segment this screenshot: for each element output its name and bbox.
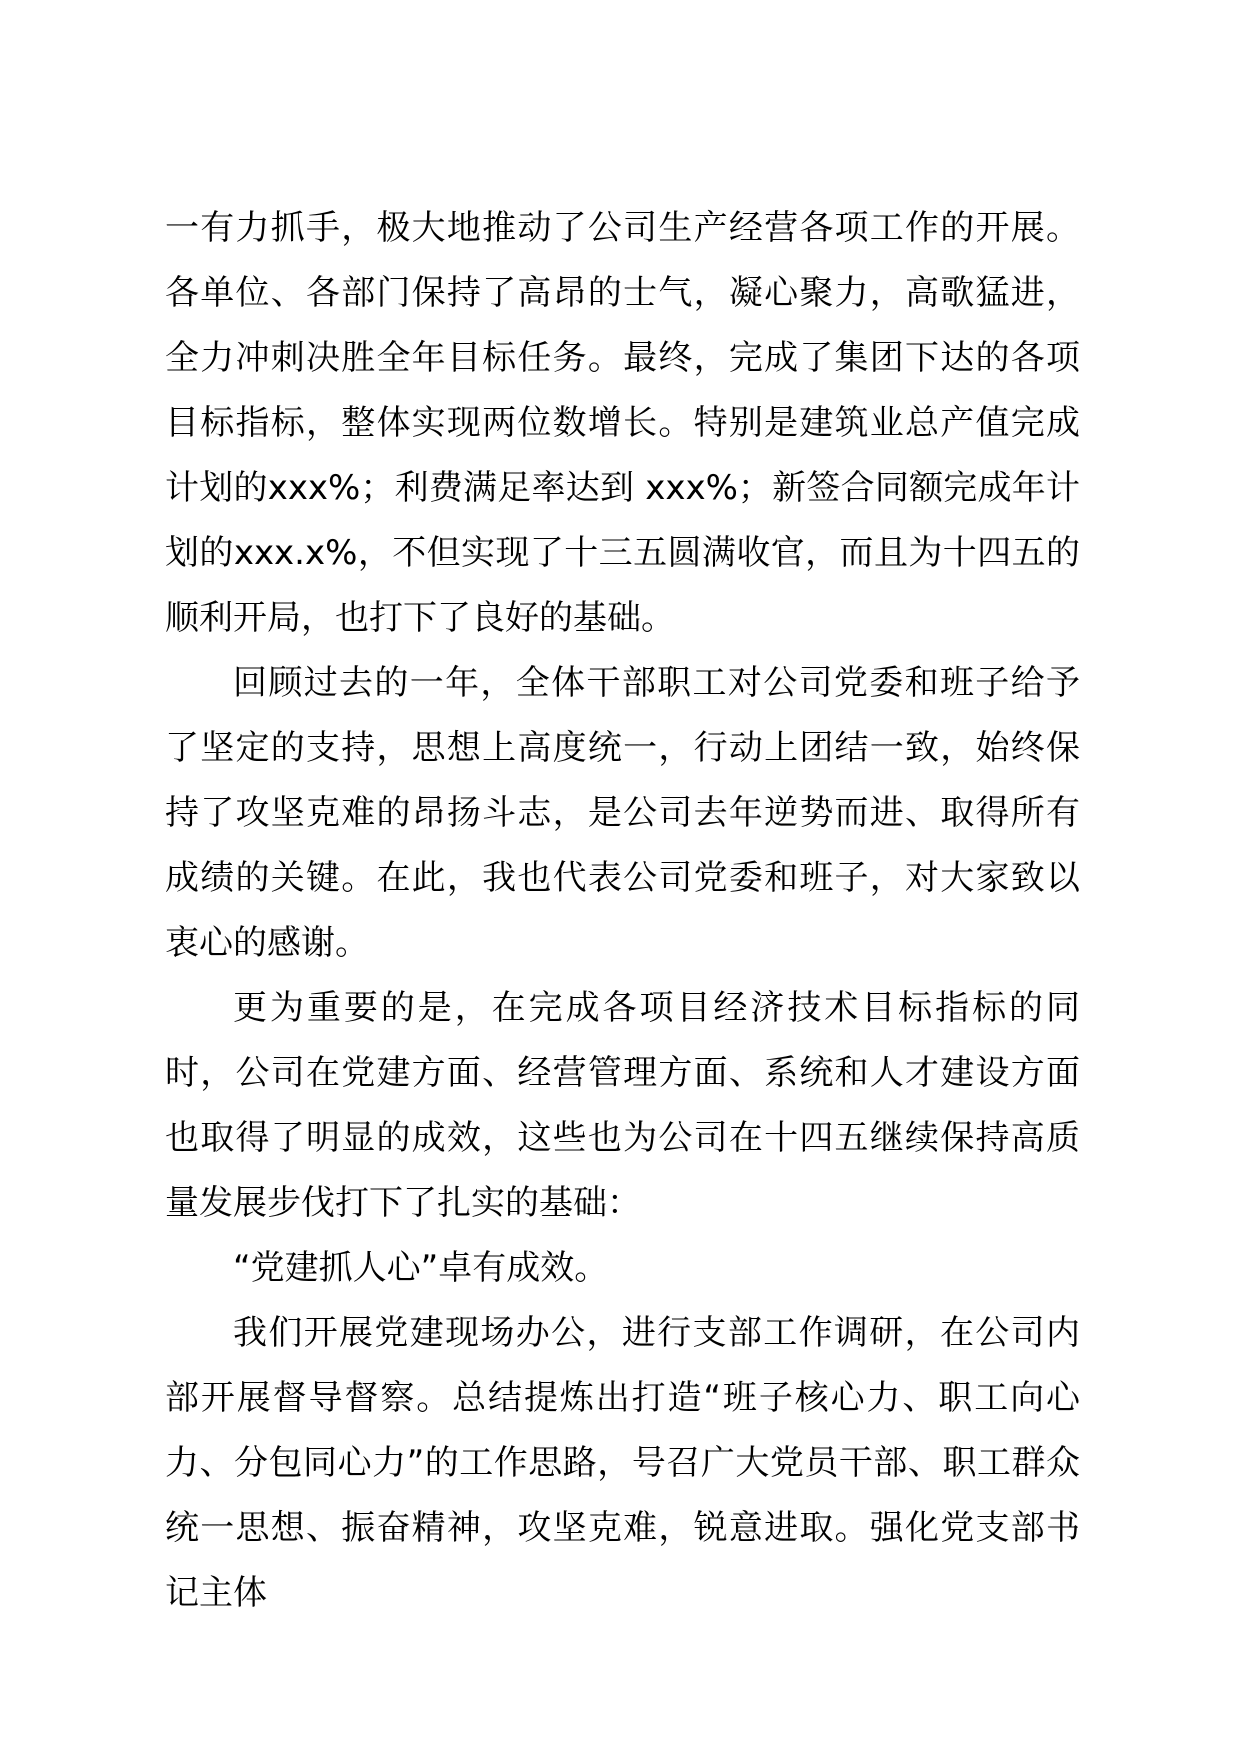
paragraph-continued-results: 一有力抓手，极大地推动了公司生产经营各项工作的开展。各单位、各部门保持了高昂的士气，凝心聚力，高歌猛进，全力冲刺决胜全年目标任务。最终，完成了集团下达的各项目标指标，整体实现两位数增长。特别是建筑业总产值完成计划的xxx%；利费满足率达到 xxx%；新签合同额完成年计划的xxx.x%，不但实现了十三五圆满收官，而且为十四五的顺利开局，也打下了良好的基础。 [165, 208, 1080, 638]
paragraph-subheading-party-building: “党建抓人心”卓有成效。 [233, 1248, 609, 1288]
document-body [165, 196, 1080, 1626]
paragraph-party-work: 我们开展党建现场办公，进行支部工作调研，在公司内部开展督导督察。总结提炼出打造“班子核心力、职工向心力、分包同心力”的工作思路，号召广大党员干部、职工群众统一思想、振奋精神，攻坚克难，锐意进取。强化党支部书记主体 [165, 1313, 1080, 1613]
paragraph-review-past-year: 回顾过去的一年，全体干部职工对公司党委和班子给予了坚定的支持，思想上高度统一，行动上团结一致，始终保持了攻坚克难的昂扬斗志，是公司去年逆势而进、取得所有成绩的关键。在此，我也代表公司党委和班子，对大家致以衷心的感谢。 [165, 663, 1080, 963]
paragraph-more-important: 更为重要的是，在完成各项目经济技术目标指标的同时，公司在党建方面、经营管理方面、系统和人才建设方面也取得了明显的成效，这些也为公司在十四五继续保持高质量发展步伐打下了扎实的基础： [165, 988, 1080, 1223]
